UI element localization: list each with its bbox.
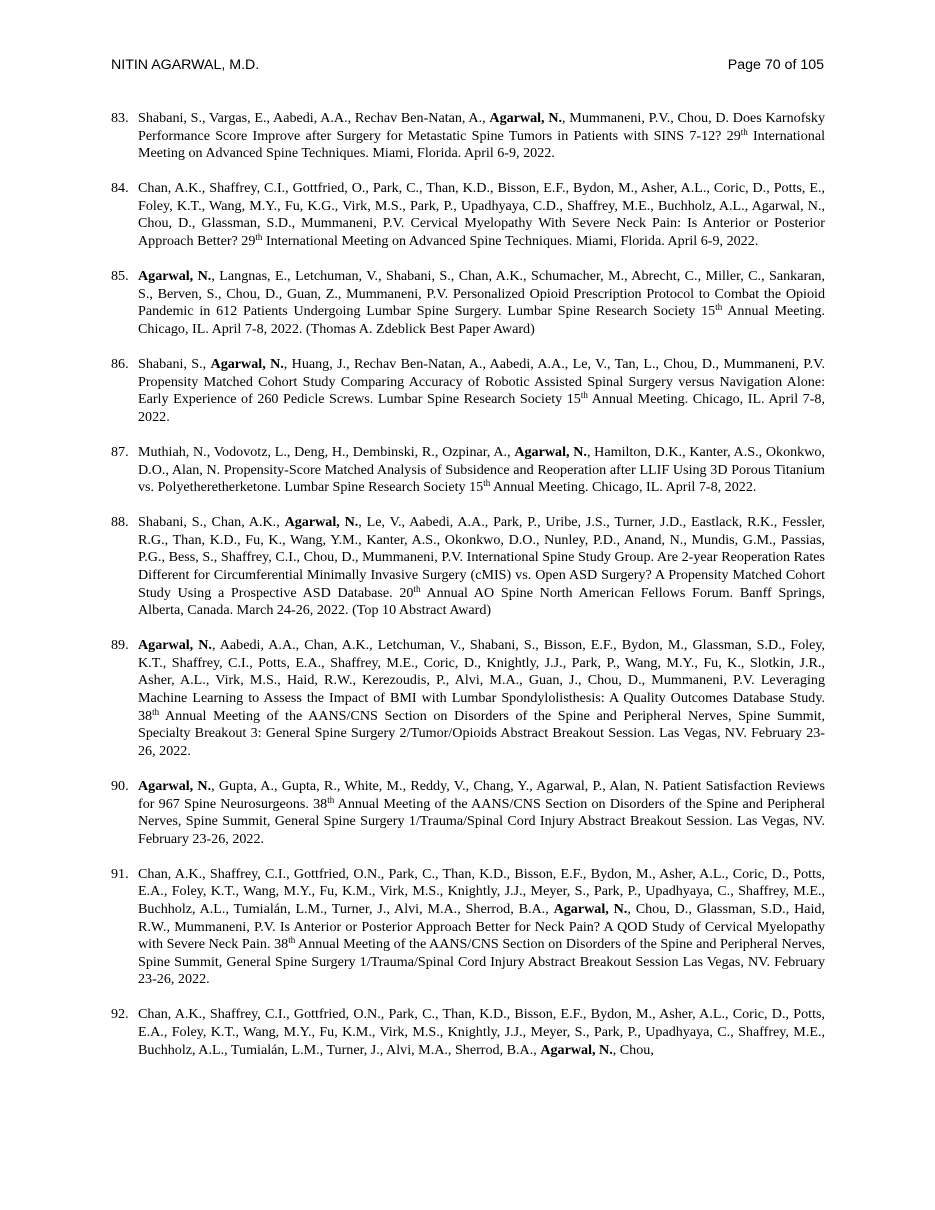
reference-item (111, 444, 825, 497)
reference-number: 91. (111, 865, 129, 882)
reference-segment: Chan, A.K., Shaffrey, C.I., Gottfried, O., Park, C., Than, K.D., Bisson, E.F., Bydon, M., Asher, A.L., Coric, D., Potts, E., Foley, K.T., Wang, M.Y., Fu, K.G., Virk, M.S., Park, P., Upadhyaya, C.D., Shaffrey, M.E., Buchholz, A.L., Agarwal, N., Chou, D., Glassman, S.D., Mummaneni, P.V. Cervical Myelopathy With Severe Neck Pain: Is Anterior or Posterior Approach Better? 29 (138, 180, 825, 250)
ordinal-suffix: th (740, 126, 748, 137)
reference-segment: Annual Meeting of the AANS/CNS Section on Disorders of the Spine and Peripheral Nerves, Spine Summit, General Spine Surgery 1/Trauma/Spinal Cord Injury Abstract Breakout Session. Las Vegas, NV. February 23-26, 2022. (138, 795, 825, 847)
reference-segment: Annual Meeting. Chicago, IL. April 7-8, 2022. (Thomas A. Zdeblick Best Paper Award) (138, 303, 825, 337)
header-page-number: Page 70 of 105 (727, 57, 824, 73)
reference-text (138, 637, 825, 759)
reference-item (111, 180, 825, 250)
reference-segment: , Le, V., Aabedi, A.A., Park, P., Uribe, J.S., Turner, J.D., Eastlack, R.K., Fessler, R.G., Than, K.D., Fu, K., Wang, Y.M., Kanter, A.S., Okonkwo, D.O., Nunley, P.D., Anand, N., Mundis, G.M., Passias, P.G., Bess, S., Shaffrey, C.I., Chou, D., Mummaneni, P.V. International Spine Study Group. Are 2-year Reoperation Rates Different for Circumferential Minimally Invasive Surgery (cMIS) vs. Open ASD Surgery? A Propensity Matched Cohort Study Using a Prospective ASD Database. 20 (138, 514, 825, 601)
reference-segment: Shabani, S., Vargas, E., Aabedi, A.A., Rechav Ben-Natan, A., (138, 110, 490, 126)
header-author-name: NITIN AGARWAL, M.D. (111, 57, 260, 73)
reference-item (111, 356, 825, 426)
highlighted-author: Agarwal, N. (138, 637, 212, 654)
reference-segment: International Meeting on Advanced Spine Techniques. Miami, Florida. April 6-9, 2022. (262, 233, 759, 250)
reference-segment: Shabani, S., (138, 356, 211, 373)
reference-number: 83. (111, 110, 129, 126)
reference-segment: , Hamilton, D.K., Kanter, A.S., Okonkwo, D.O., Alan, N. Propensity-Score Matched Analysis of Subsidence and Reoperation after LLIF Using 3D Porous Titanium vs. Polyetheretherketone. Lumbar Spine Research Society 15 (138, 443, 825, 496)
reference-number: 92. (111, 1006, 129, 1023)
highlighted-author: Agarwal, N. (553, 900, 628, 917)
reference-segment: International Meeting on Advanced Spine Techniques. Miami, Florida. April 6-9, 2022. (138, 127, 825, 162)
reference-segment: Annual AO Spine North American Fellows Forum. Banff Springs, Alberta, Canada. March 24-26, 2022. (Top 10 Abstract Award) (138, 584, 825, 619)
reference-text (138, 180, 825, 249)
reference-segment: Muthiah, N., Vodovotz, L., Deng, H., Dembinski, R., Ozpinar, A., (138, 443, 515, 460)
reference-item (111, 778, 825, 848)
reference-segment: Annual Meeting. Chicago, IL. April 7-8, 2022. (490, 479, 757, 496)
reference-number: 90. (111, 777, 129, 794)
ordinal-suffix: th (483, 478, 491, 489)
reference-text (138, 1006, 825, 1057)
ordinal-suffix: th (413, 583, 421, 594)
reference-number: 85. (111, 268, 129, 285)
reference-segment: Shabani, S., Chan, A.K., (138, 514, 285, 531)
reference-number: 87. (111, 443, 129, 460)
highlighted-author: Agarwal, N. (514, 443, 587, 460)
reference-item (111, 514, 825, 620)
highlighted-author: Agarwal, N. (540, 1041, 613, 1058)
ordinal-suffix: th (327, 794, 335, 805)
reference-item (111, 268, 825, 338)
reference-item (111, 110, 825, 163)
reference-segment: , Gupta, A., Gupta, R., White, M., Reddy, V., Chang, Y., Agarwal, P., Alan, N. Patient Satisfaction Reviews for 967 Spine Neurosurgeons. 38 (138, 777, 825, 812)
reference-text (138, 110, 825, 161)
reference-number: 88. (111, 514, 129, 531)
page-header (111, 57, 824, 77)
reference-number: 89. (111, 637, 129, 654)
reference-segment: Chan, A.K., Shaffrey, C.I., Gottfried, O.N., Park, C., Than, K.D., Bisson, E.F., Bydon, M., Asher, A.L., Coric, D., Potts, E.A., Foley, K.T., Wang, M.Y., Fu, K.M., Virk, M.S., Knightly, J.J., Meyer, S., Park, P., Upadhyaya, C., Shaffrey, M.E., Buchholz, A.L., Tumialán, L.M., Turner, J., Alvi, M.A., Sherrod, B.A., (138, 1006, 825, 1058)
highlighted-author: Agarwal, N. (284, 514, 359, 531)
reference-segment: Chan, A.K., Shaffrey, C.I., Gottfried, O.N., Park, C., Than, K.D., Bisson, E.F., Bydon, M., Asher, A.L., Coric, D., Potts, E.A., Foley, K.T., Wang, M.Y., Fu, K.M., Virk, M.S., Knightly, J.J., Meyer, S., Park, P., Upadhyaya, C., Shaffrey, M.E., Buchholz, A.L., Tumialán, L.M., Turner, J., Alvi, M.A., Sherrod, B.A., (138, 865, 825, 917)
reference-text (138, 866, 825, 988)
reference-segment: , Mummaneni, P.V., Chou, D. Does Karnofsky Performance Score Improve after Surgery for Metastatic Spine Tumors in Patients with SINS 7-12? 29 (138, 110, 825, 144)
reference-segment: , Aabedi, A.A., Chan, A.K., Letchuman, V., Shabani, S., Bisson, E.F., Bydon, M., Glassman, S.D., Foley, K.T., Shaffrey, C.I., Potts, E.A., Shaffrey, M.E., Coric, D., Knightly, J.J., Park, P., Wang, M.Y., Fu, K., Slotkin, J.R., Asher, A.L., Virk, M.S., Haid, R.W., Kerezoudis, P., Alvi, M.A., Guan, J., Chou, D., Mummaneni, P.V. Leveraging Machine Learning to Assess the Impact of BMI with Lumbar Spondylolisthesis: A Quality Outcomes Database Study. 38 (138, 637, 825, 724)
highlighted-author: Agarwal, N. (210, 356, 284, 373)
reference-segment: Annual Meeting of the AANS/CNS Section on Disorders of the Spine and Peripheral Nerves, Spine Summit, Specialty Breakout 3: General Spine Surgery 2/Tumor/Opioids Abstract Breakout Session. Las Vegas, NV. February 23-26, 2022. (138, 707, 825, 759)
ordinal-suffix: th (715, 302, 723, 313)
reference-list (111, 110, 825, 1077)
reference-item (111, 866, 825, 989)
reference-segment: , Chou, (612, 1041, 654, 1058)
highlighted-author: Agarwal, N. (489, 110, 563, 126)
reference-item (111, 637, 825, 760)
reference-text (138, 778, 825, 847)
highlighted-author: Agarwal, N. (138, 777, 212, 794)
reference-segment: , Chou, D., Glassman, S.D., Haid, R.W., Mummaneni, P.V. Is Anterior or Posterior Approach Better for Neck Pain? A QOD Study of Cervical Myelopathy with Severe Neck Pain. 38 (138, 900, 826, 953)
reference-number: 86. (111, 356, 129, 373)
reference-segment: Annual Meeting. Chicago, IL. April 7-8, 2022. (138, 391, 825, 425)
reference-item (111, 1006, 825, 1059)
ordinal-suffix: th (288, 935, 296, 946)
reference-text (138, 356, 825, 425)
ordinal-suffix: th (580, 390, 588, 401)
reference-text (138, 444, 825, 495)
reference-segment: Annual Meeting of the AANS/CNS Section on Disorders of the Spine and Peripheral Nerves, Spine Summit, General Spine Surgery 1/Trauma/Spinal Cord Injury Abstract Breakout Session Las Vegas, NV. February 23-26, 2022. (138, 936, 825, 988)
reference-text (138, 514, 825, 618)
ordinal-suffix: th (255, 232, 263, 243)
reference-number: 84. (111, 180, 129, 197)
ordinal-suffix: th (152, 706, 160, 717)
highlighted-author: Agarwal, N. (138, 268, 212, 285)
reference-segment: , Huang, J., Rechav Ben-Natan, A., Aabedi, A.A., Le, V., Tan, L., Chou, D., Mummaneni, P.V. Propensity Matched Cohort Study Comparing Accuracy of Robotic Assisted Spinal Surgery versus Navigation Alone: Early Experience of 260 Pedicle Screws. Lumbar Spine Research Society 15 (138, 356, 825, 408)
reference-segment: , Langnas, E., Letchuman, V., Shabani, S., Chan, A.K., Schumacher, M., Abrecht, C., Miller, C., Sankaran, S., Berven, S., Chou, D., Guan, Z., Mummaneni, P.V. Personalized Opioid Prescription Protocol to Combat the Opioid Pandemic in 612 Patients Undergoing Lumbar Spine Surgery. Lumbar Spine Research Society 15 (138, 268, 826, 320)
reference-text (138, 268, 825, 337)
